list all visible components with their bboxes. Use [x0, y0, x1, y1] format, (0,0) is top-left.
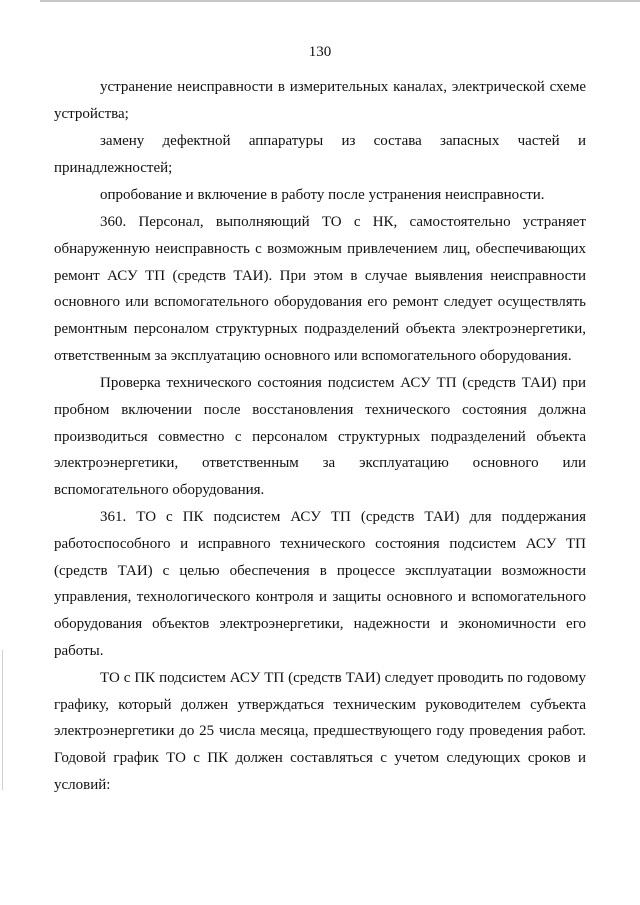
paragraph-measurement-channels: устранение неисправности в измерительных каналах, электрической схеме устройства; [54, 79, 586, 122]
body-text [54, 74, 586, 799]
page-number: 130 [308, 44, 332, 60]
scan-edge-top [40, 0, 640, 2]
paragraph-replace-equipment: замену дефектной аппаратуры из состава запасных частей и принадлежностей; [54, 133, 586, 176]
scan-edge-left [2, 650, 3, 790]
paragraph-testing: опробование и включение в работу после устранения неисправности. [100, 187, 545, 203]
paragraph-annual-schedule: ТО с ПК подсистем АСУ ТП (средств ТАИ) следует проводить по годовому графику, который должен утверждаться техническим руководителем субъекта электроэнергетики до 25 числа месяца, предшествующего году проведения работ. Годовой график ТО с ПК должен составляться с учетом следующих сроков и условий: [54, 670, 586, 793]
paragraph-check-condition: Проверка технического состояния подсистем АСУ ТП (средств ТАИ) при пробном включении после восстановления технического состояния должна производиться совместно с персоналом структурных подразделений объекта электроэнергетики, ответственным за эксплуатацию основного или вспомогательного оборудования. [54, 375, 586, 498]
paragraph-clause-360: 360. Персонал, выполняющий ТО с НК, самостоятельно устраняет обнаруженную неисправность с возможным привлечением лиц, обеспечивающих ремонт АСУ ТП (средств ТАИ). При этом в случае выявления неисправности основного или вспомогательного оборудования его ремонт следует осуществлять ремонтным персоналом структурных подразделений объекта электроэнергетики, ответственным за эксплуатацию основного или вспомогательного оборудования. [54, 214, 586, 364]
paragraph-clause-361: 361. ТО с ПК подсистем АСУ ТП (средств ТАИ) для поддержания работоспособного и исправного технического состояния подсистем АСУ ТП (средств ТАИ) с целью обеспечения в процессе эксплуатации возможности управления, технологического контроля и защиты основного и вспомогательного оборудования объектов электроэнергетики, надежности и экономичности его работы. [54, 509, 586, 659]
